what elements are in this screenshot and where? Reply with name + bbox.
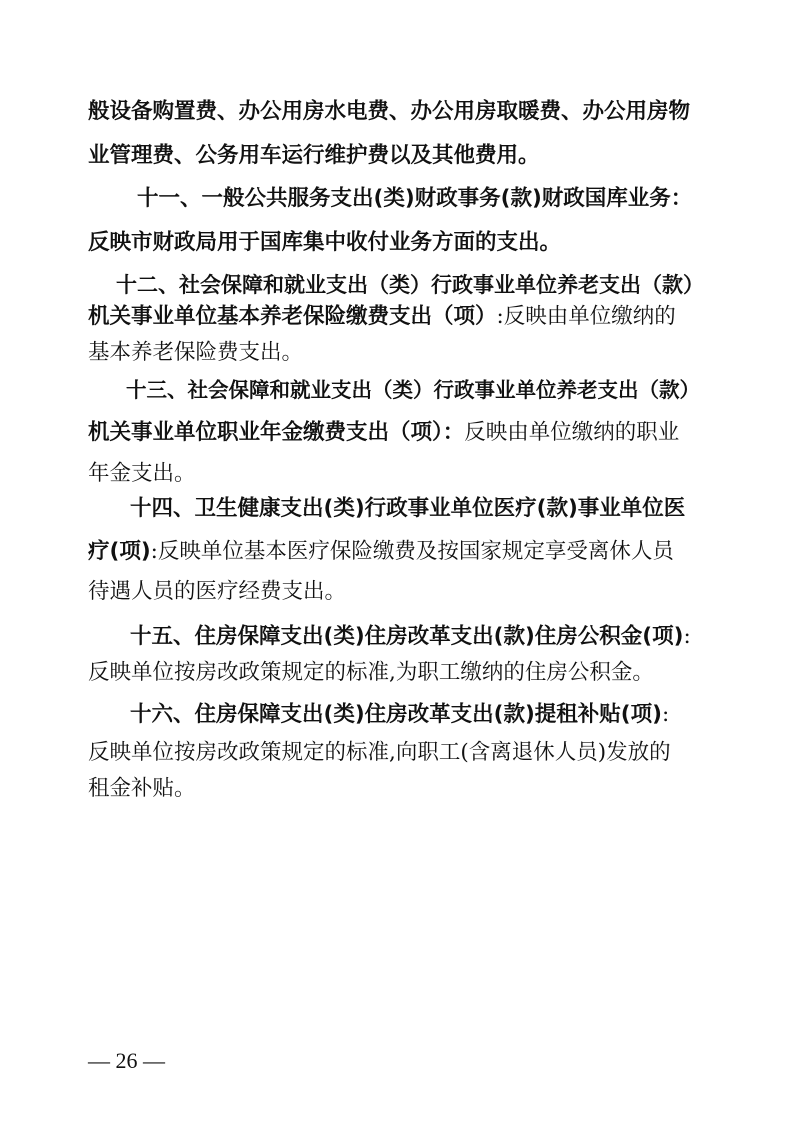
text-line-9: 机关事业单位职业年金缴费支出（项）：反映由单位缴纳的职业 <box>88 420 680 445</box>
text-line-18: 租金补贴。 <box>88 776 196 801</box>
text-line-6: 机关事业单位基本养老保险缴费支出（项）:反映由单位缴纳的 <box>88 304 676 329</box>
text-line-17: 反映单位按房改政策规定的标准,向职工(含离退休人员)发放的 <box>88 740 671 765</box>
text-line-10: 年金支出。 <box>88 461 196 486</box>
text-line-15: 反映单位按房改政策规定的标准,为职工缴纳的住房公积金。 <box>88 660 654 685</box>
text-line-3: 十一、一般公共服务支出(类)财政事务(款)财政国库业务： <box>137 186 693 211</box>
text-line-12: 疗(项):反映单位基本医疗保险缴费及按国家规定享受离休人员 <box>88 539 674 564</box>
text-line-2: 业管理费、公务用车运行维护费以及其他费用。 <box>88 143 540 168</box>
text-line-13: 待遇人员的医疗经费支出。 <box>88 579 347 604</box>
text-line-4: 反映市财政局用于国库集中收付业务方面的支出。 <box>88 230 562 255</box>
text-line-7: 基本养老保险费支出。 <box>88 340 304 365</box>
text-line-14: 十五、住房保障支出(类)住房改革支出(款)住房公积金(项): <box>130 624 691 649</box>
page-number: — 26 — <box>88 1048 165 1073</box>
text-line-16: 十六、住房保障支出(类)住房改革支出(款)提租补贴(项): <box>130 702 670 727</box>
text-line-11: 十四、卫生健康支出(类)行政事业单位医疗(款)事业单位医 <box>130 496 686 521</box>
text-line-5: 十二、社会保障和就业支出（类）行政事业单位养老支出（款） <box>116 273 704 297</box>
text-line-8: 十三、社会保障和就业支出（类）行政事业单位养老支出（款） <box>126 378 700 402</box>
text-line-1: 般设备购置费、办公用房水电费、办公用房取暖费、办公用房物 <box>88 99 691 124</box>
